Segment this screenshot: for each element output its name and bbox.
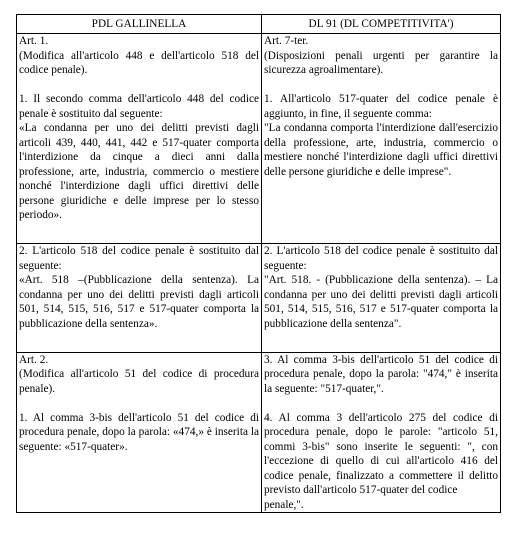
table-row bbox=[17, 244, 501, 353]
left-cell bbox=[17, 352, 262, 513]
article-paragraph: 3. Al comma 3-bis dell'articolo 51 del codice di procedura penale, dopo la parola: "474," è inserita la seguente: "517-quater,". bbox=[264, 353, 498, 395]
article-paragraph: 1. Al comma 3-bis dell'articolo 51 del codice di procedura penale, dopo la parola: «474,» è inserita la seguente: «517-quater». bbox=[19, 411, 259, 453]
article-heading: Art. 1. (Modifica all'articolo 448 e dell'articolo 518 del codice penale). bbox=[19, 35, 259, 76]
article-paragraph: 4. Al comma 3 dell'articolo 275 del codice di procedura penale, dopo le parole: "articolo 51, commi 3-bis" sono inserite le seguenti: ", con l'eccezione di quello di cui all'articolo 416 del codice penale, finalizzato a commettere il delitto previsto dall'articolo 517-quater del codice penale,". bbox=[264, 411, 498, 511]
article-heading: Art. 7-ter. (Disposizioni penali urgenti per garantire la sicurezza agroalimentare). bbox=[264, 35, 498, 76]
header-row bbox=[17, 15, 501, 34]
comparison-document bbox=[16, 14, 500, 513]
article-paragraph: 2. L'articolo 518 del codice penale è sostituito dal seguente: «Art. 518 –(Pubblicazione della sentenza). La condanna per uno dei delitti previsti dagli articoli 501, 514, 515, 516, 517 e 517-quater comporta la pubblicazione della sentenza». bbox=[19, 245, 259, 330]
article-paragraph: 1. All'articolo 517-quater del codice penale è aggiunto, in fine, il seguente comma: "La condanna comporta l'interdizione dall'esercizio della professione, arte, industria, commercio o mestiere nonché l'interdizione dagli uffici direttivi delle persone giuridiche e delle imprese". bbox=[264, 93, 498, 178]
article-paragraph: 2. L'articolo 518 del codice penale è sostituito dal seguente: "Art. 518. - (Pubblicazione della sentenza). – La condanna per uno dei delitti previsti dagli articoli 501, 514, 515, 516, 517 e 517-quater comporta la pubblicazione della sentenza". bbox=[264, 245, 498, 330]
article-paragraph: 1. Il secondo comma dell'articolo 448 del codice penale è sostituito dal seguente: «La condanna per uno dei delitti previsti dagli articoli 439, 440, 441, 442 e 517-quater comporta l'interdizione da cinque a dieci anni dalla professione, arte, industria, commercio o mestiere nonché l'interdizione dagli uffici direttivi delle persone giuridiche e delle imprese per lo stesso periodo». bbox=[19, 93, 259, 221]
right-cell bbox=[262, 34, 501, 244]
table-row bbox=[17, 352, 501, 513]
header-left: PDL GALLINELLA bbox=[17, 15, 262, 34]
right-cell bbox=[262, 244, 501, 353]
left-cell bbox=[17, 34, 262, 244]
article-heading: Art. 2. (Modifica all'articolo 51 del codice di procedura penale). bbox=[19, 353, 259, 395]
right-cell bbox=[262, 352, 501, 513]
left-cell bbox=[17, 244, 262, 353]
table-row bbox=[17, 34, 501, 244]
comparison-table bbox=[16, 14, 501, 513]
header-right: DL 91 (DL COMPETITIVITA') bbox=[262, 15, 501, 34]
